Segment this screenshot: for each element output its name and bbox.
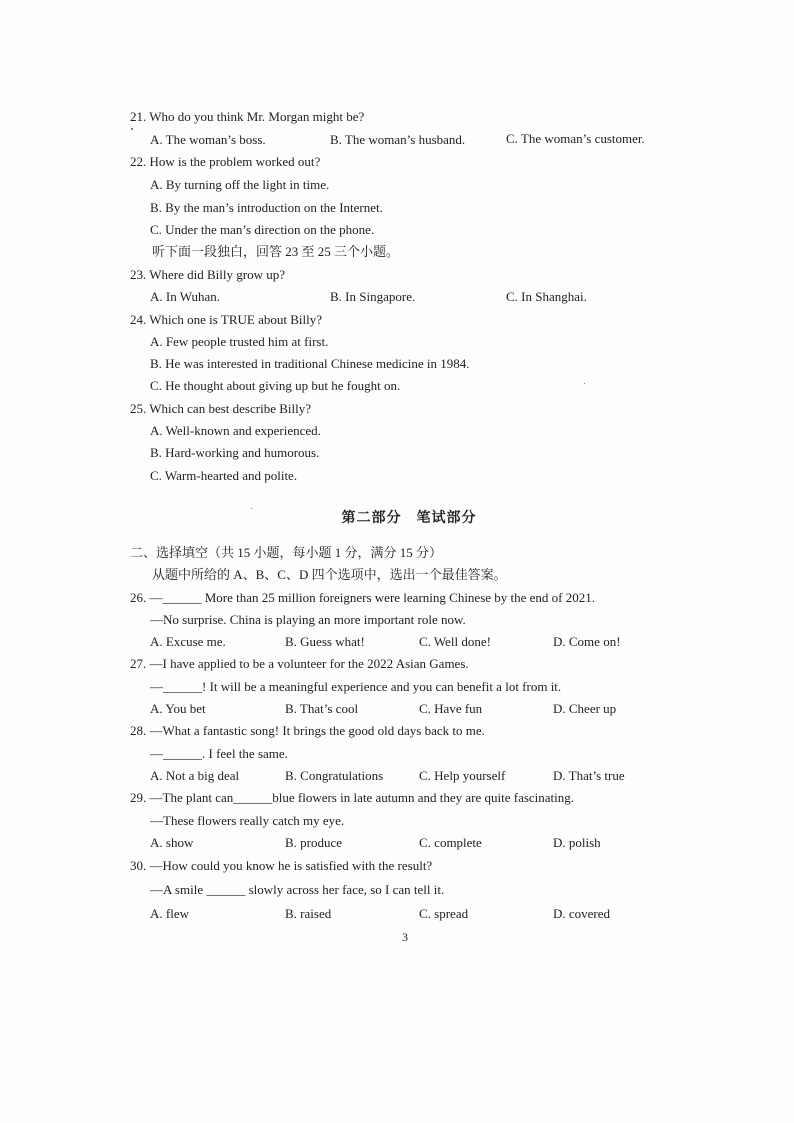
q26-line1: 26. —______ More than 25 million foreigners were learning Chinese by the end of 2021. [130,590,596,605]
q23-option-c: C. In Shanghai. [506,289,587,304]
q28-option-a: A. Not a big deal [150,768,240,783]
q29-line2: —These flowers really catch my eye. [150,813,345,828]
q27-option-c: C. Have fun [419,701,483,716]
q26-option-d: D. Come on! [553,634,621,649]
monologue-instruction: 听下面一段独白，回答 23 至 25 三个小题。 [152,244,400,259]
q28-line1: 28. —What a fantastic song! It brings the good old days back to me. [130,723,485,738]
q25-stem: 25. Which can best describe Billy? [130,401,311,416]
q27-option-b: B. That’s cool [285,701,359,716]
q23-stem: 23. Where did Billy grow up? [130,267,286,282]
q22-option-a: A. By turning off the light in time. [150,177,330,192]
q26-option-a: A. Excuse me. [150,634,226,649]
q30-option-a: A. flew [150,906,189,921]
q23-option-b: B. In Singapore. [330,289,416,304]
q29-line1: 29. —The plant can______blue flowers in late autumn and they are quite fascinating. [130,790,575,805]
q29-option-a: A. show [150,835,194,850]
q26-option-c: C. Well done! [419,634,492,649]
q30-line2: —A smile ______ slowly across her face, so I can tell it. [150,882,445,897]
q23-option-a: A. In Wuhan. [150,289,221,304]
scan-speck [584,383,585,384]
q27-line2: —______! It will be a meaningful experience and you can benefit a lot from it. [150,679,562,694]
q24-option-c: C. He thought about giving up but he fought on. [150,378,401,393]
q25-option-b: B. Hard-working and humorous. [150,445,320,460]
q24-option-a: A. Few people trusted him at first. [150,334,329,349]
q24-stem: 24. Which one is TRUE about Billy? [130,312,322,327]
q25-option-c: C. Warm-hearted and polite. [150,468,298,483]
q21-stem: 21. Who do you think Mr. Morgan might be? [130,109,365,124]
part2-heading: 第二部分 笔试部分 [341,511,477,526]
section-title: 二、选择填空（共 15 小题，每小题 1 分，满分 15 分） [130,545,443,560]
q27-option-d: D. Cheer up [553,701,617,716]
q26-option-b: B. Guess what! [285,634,365,649]
q22-option-c: C. Under the man’s direction on the phone. [150,222,375,237]
scan-speck [131,128,133,130]
q21-option-a: A. The woman’s boss. [150,132,266,147]
q29-option-b: B. produce [285,835,343,850]
q22-option-b: B. By the man’s introduction on the Internet. [150,200,383,215]
q30-option-d: D. covered [553,906,611,921]
q30-line1: 30. —How could you know he is satisfied with the result? [130,858,433,873]
q21-option-b: B. The woman’s husband. [330,132,466,147]
section-instruction: 从题中所给的 A、B、C、D 四个选项中，选出一个最佳答案。 [152,567,507,582]
q29-option-d: D. polish [553,835,601,850]
q28-option-b: B. Congratulations [285,768,384,783]
q22-stem: 22. How is the problem worked out? [130,154,321,169]
q28-line2: —______. I feel the same. [150,746,288,761]
q25-option-a: A. Well-known and experienced. [150,423,321,438]
q30-option-c: C. spread [419,906,469,921]
page-number: 3 [402,930,408,944]
q27-option-a: A. You bet [150,701,206,716]
q28-option-c: C. Help yourself [419,768,506,783]
q26-line2: —No surprise. China is playing an more important role now. [150,612,466,627]
q27-line1: 27. —I have applied to be a volunteer for the 2022 Asian Games. [130,656,469,671]
q28-option-d: D. That’s true [553,768,625,783]
q29-option-c: C. complete [419,835,482,850]
q30-option-b: B. raised [285,906,332,921]
q21-option-c: C. The woman’s customer. [506,131,645,146]
scan-speck [251,508,252,509]
q24-option-b: B. He was interested in traditional Chinese medicine in 1984. [150,356,470,371]
